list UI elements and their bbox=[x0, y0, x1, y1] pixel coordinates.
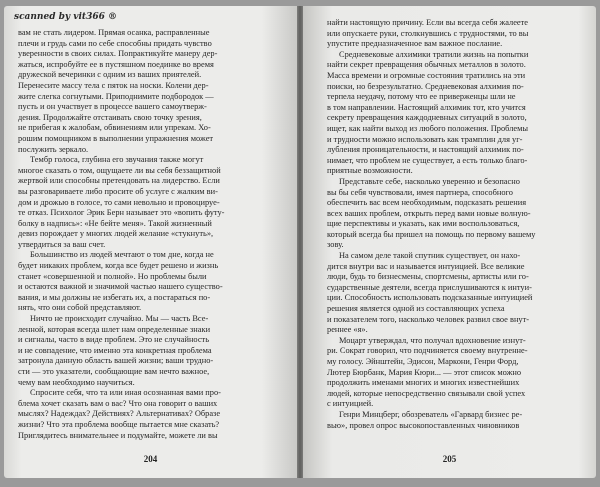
text-line: послужить зеркало. bbox=[18, 144, 89, 154]
text-line: му голосу. Эйнштейн, Эдисон, Маркони, Генри Форд, bbox=[327, 357, 519, 366]
text-line: вы разговариваете либо просите об услуге с жалким ви- bbox=[18, 186, 218, 196]
text-line: уверенности в своих силах. Попрактикуйте манеру дер- bbox=[18, 49, 218, 59]
text-line: станет «совершенной и полной». Но проблемы были bbox=[18, 271, 207, 281]
text-line: ищет, как найти выход из любого положения. Проблемы bbox=[327, 123, 529, 133]
text-line: дения. Продолжайте отстаивать свою точку зрения, bbox=[18, 112, 202, 122]
text-line: ри. Сократ говорил, что подчиняется своему внутренне- bbox=[327, 346, 528, 356]
text-line: дится внутри вас и называется интуицией. Все великие bbox=[327, 261, 525, 271]
text-line: будет никаких проблем, когда все будет решено и жизнь bbox=[18, 261, 219, 271]
text-line: найти настоящую причину. Если вы всегда себя жалеете bbox=[327, 18, 529, 27]
text-line: всех ваших проблем, открыть перед вами новые волную- bbox=[327, 208, 531, 218]
text-line: плечи и грудь сами по себе способны придать чувство bbox=[18, 38, 212, 48]
right-page bbox=[303, 6, 596, 478]
text-line: вам не стать лидером. Прямая осанка, расправленные bbox=[18, 28, 210, 37]
text-line: в том направлении. Настоящий алхимик тот, кто учится bbox=[327, 102, 526, 112]
text-line: ции. Способность использовать подсказанные интуицией bbox=[327, 293, 533, 303]
text-line: щие перспективы и указать, как ими воспользоваться, bbox=[327, 219, 520, 229]
text-line: дружеской вечеринки с одним из ваших приятелей. bbox=[18, 70, 202, 80]
text-line: болку в надпись»: «Не бейте меня». Такой жизненный bbox=[18, 218, 212, 228]
text-line: Представьте себе, насколько уверенно и безопасно bbox=[339, 176, 520, 186]
right-page-text bbox=[327, 18, 589, 431]
text-line: найти секрет превращения обычных металлов в золото. bbox=[327, 60, 526, 70]
text-line: те отказ. Психолог Эрик Берн называет это «вопить футу- bbox=[18, 208, 225, 218]
text-line: Масса времени и огромные состояния тратились на эти bbox=[327, 70, 526, 80]
text-line: Приглядитесь внимательнее и подумайте, можете ли вы bbox=[18, 430, 218, 440]
text-line: Тембр голоса, глубина его звучания также могут bbox=[30, 155, 204, 165]
text-line: который всегда бы пришел на помощь по первому вашему bbox=[327, 229, 536, 239]
text-line: и показателем того, насколько человек развил свое внут- bbox=[327, 314, 530, 324]
text-line: пусть и он участвует в процессе вашего самоутверж- bbox=[18, 102, 207, 112]
text-line: чему вам необходимо научиться. bbox=[18, 377, 135, 387]
text-line: людей, которые непосредственно связывали свой успех bbox=[327, 388, 526, 398]
text-line: люди, будь то бизнесмены, спортсмены, артисты или го- bbox=[327, 272, 529, 282]
text-line: нять, что они собой представляют. bbox=[18, 303, 142, 313]
text-line: затронула данную область вашей жизни; ваши трудно- bbox=[18, 356, 214, 366]
text-line: вания, и мы должны не избегать их, а постараться по- bbox=[18, 292, 211, 302]
text-line: Перенесите массу тела с пяток на носки. Колени дер- bbox=[18, 80, 209, 90]
text-line: Лютер Бюрбанк, Мария Кюри... — этот список можно bbox=[327, 367, 522, 377]
left-page-text bbox=[18, 28, 280, 441]
text-line: Генри Минцберг, обозреватель «Гарвард бизнес ре- bbox=[339, 409, 523, 419]
text-line: секрету превращения каждодневных ситуаций в золото, bbox=[327, 113, 527, 123]
text-line: и остаются важной и значимой частью нашего существо- bbox=[18, 282, 223, 292]
text-line: вы бы себя чувствовали, имея партнера, способного bbox=[327, 187, 513, 197]
text-line: и сигналы, часто в виде проблем. Это не случайность bbox=[18, 335, 210, 345]
right-page-number: 205 bbox=[442, 454, 457, 464]
text-line: реннее «я». bbox=[327, 325, 368, 335]
text-line: с интуицией. bbox=[327, 399, 374, 409]
text-line: Ничто не происходит случайно. Мы — часть Все- bbox=[30, 314, 209, 324]
text-line: утвердиться за ваш счет. bbox=[18, 239, 106, 249]
text-line: упустите предназначенное вам важное послание. bbox=[327, 39, 503, 49]
text-line: Большинство из людей мечтают о том дне, когда не bbox=[30, 250, 214, 260]
text-line: и не совпадение, что именно эта конкретная проблема bbox=[18, 345, 212, 355]
text-line: Моцарт утверждал, что получал вдохновение изнут- bbox=[339, 335, 526, 345]
text-line: дом и дрожью в голосе, то сами невольно и провоцируе- bbox=[18, 197, 220, 207]
text-line: блема хочет сказать вам о вас? Что она говорит о ваших bbox=[18, 398, 218, 408]
text-line: На самом деле такой спутник существует, он нахо- bbox=[339, 251, 521, 261]
left-page bbox=[4, 6, 297, 478]
text-line: терпела неудачу, потому что ее приверженцы шли не bbox=[327, 92, 516, 102]
text-line: решения является одной из составляющих успеха bbox=[327, 304, 505, 314]
text-line: жаться, испробуйте ее в пустяшном поединке во время bbox=[18, 59, 214, 69]
text-line: лубления проницательности, и настоящий алхимик по- bbox=[327, 145, 524, 155]
text-line: мыслях? Надеждах? Действиях? Альтернативах? Образе bbox=[18, 409, 221, 419]
scanner-stamp: scanned by vit366 ® bbox=[14, 12, 117, 22]
text-line: жите слегка согнутыми. Приподнимите подбородок — bbox=[18, 91, 214, 101]
text-line: жертвой или способны претендовать на лидерство. Если bbox=[18, 176, 220, 186]
text-line: ленной, которая всегда шлет нам определенные знаки bbox=[18, 324, 211, 334]
text-line: сударственные деятели, всегда прислушиваются к интуи- bbox=[327, 282, 532, 292]
text-line: вью», провел опрос высокопоставленных чиновников bbox=[327, 420, 520, 430]
text-line: сти — это указатели, сообщающие вам нечто важное, bbox=[18, 367, 210, 376]
text-line: нимает, что проблем не существует, а есть только благо- bbox=[327, 155, 528, 165]
left-page-number: 204 bbox=[143, 454, 158, 464]
text-line: продолжить именами многих и многих известнейших bbox=[327, 378, 520, 388]
text-line: не прибегая к жалобам, обвинениям или упрекам. Хо- bbox=[18, 123, 211, 133]
text-line: Спросите себя, что та или иная осознанная вами про- bbox=[30, 388, 221, 398]
text-line: обеспечить вас всем необходимым, подсказать решения bbox=[327, 198, 527, 208]
text-line: жизни? Что эта проблема вообще пытается мне сказать? bbox=[18, 419, 220, 429]
text-line: приятные возможности. bbox=[327, 166, 413, 176]
text-line: зову. bbox=[327, 240, 344, 250]
text-line: рошим помощником в выполнении упражнения может bbox=[18, 133, 214, 143]
text-line: многое сказать о том, ощущаете ли вы себя беззащитной bbox=[18, 165, 221, 175]
text-line: и трудности можно использовать как трамплин для уг- bbox=[327, 134, 523, 144]
text-line: поиски, но безрезультатно. Средневековая алхимия по- bbox=[327, 81, 524, 91]
text-line: девиз порождает у многих людей желание «стукнуть», bbox=[18, 229, 214, 239]
text-line: Средневековые алхимики тратили жизнь на попытки bbox=[339, 49, 529, 59]
text-line: или опускаете руки, столкнувшись с трудностями, то вы bbox=[327, 28, 529, 38]
